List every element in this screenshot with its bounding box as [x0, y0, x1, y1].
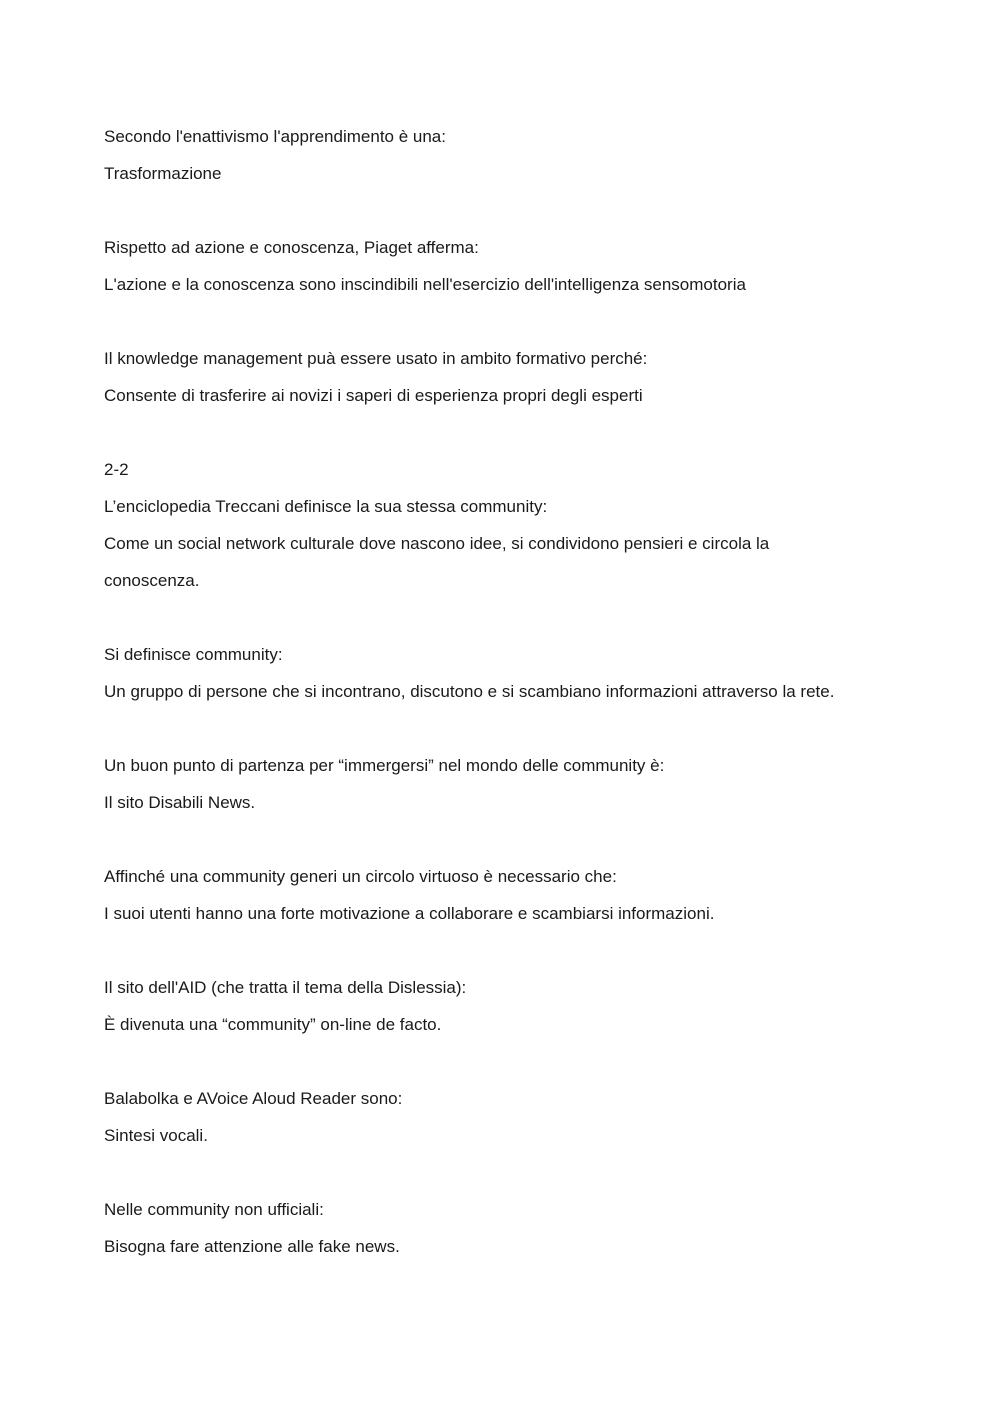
- answer-text: Come un social network culturale dove nascono idee, si condividono pensieri e circola la conoscenza.: [104, 534, 770, 590]
- qa-item: [104, 858, 964, 932]
- qa-item: [104, 969, 964, 1043]
- qa-item: [104, 747, 964, 821]
- section-label: 2-2: [104, 460, 129, 479]
- answer-text: Trasformazione: [104, 164, 222, 183]
- question-text: Nelle community non ufficiali:: [104, 1200, 324, 1219]
- document-body: [104, 118, 964, 1302]
- question-text: L’enciclopedia Treccani definisce la sua stessa community:: [104, 497, 548, 516]
- qa-item: [104, 451, 964, 599]
- answer-text: I suoi utenti hanno una forte motivazione a collaborare e scambiarsi informazioni.: [104, 904, 715, 923]
- answer-text: Consente di trasferire ai novizi i saperi di esperienza propri degli esperti: [104, 386, 643, 405]
- qa-item: [104, 340, 964, 414]
- question-text: Il sito dell'AID (che tratta il tema della Dislessia):: [104, 978, 467, 997]
- qa-item: [104, 1080, 964, 1154]
- answer-text: Il sito Disabili News.: [104, 793, 256, 812]
- question-text: Si definisce community:: [104, 645, 283, 664]
- answer-text: È divenuta una “community” on-line de facto.: [104, 1015, 442, 1034]
- question-text: Un buon punto di partenza per “immergersi” nel mondo delle community è:: [104, 756, 665, 775]
- question-text: Il knowledge management puà essere usato in ambito formativo perché:: [104, 349, 648, 368]
- question-text: Secondo l'enattivismo l'apprendimento è una:: [104, 127, 446, 146]
- answer-text: Bisogna fare attenzione alle fake news.: [104, 1237, 400, 1256]
- question-text: Balabolka e AVoice Aloud Reader sono:: [104, 1089, 403, 1108]
- question-text: Affinché una community generi un circolo virtuoso è necessario che:: [104, 867, 617, 886]
- qa-item: [104, 118, 964, 192]
- question-text: Rispetto ad azione e conoscenza, Piaget afferma:: [104, 238, 479, 257]
- answer-text: Un gruppo di persone che si incontrano, discutono e si scambiano informazioni attraverso la rete.: [104, 682, 835, 701]
- qa-item: [104, 1191, 964, 1265]
- answer-text: Sintesi vocali.: [104, 1126, 208, 1145]
- qa-item: [104, 229, 964, 303]
- answer-text: L'azione e la conoscenza sono inscindibili nell'esercizio dell'intelligenza sensomotoria: [104, 275, 746, 294]
- qa-item: [104, 636, 964, 710]
